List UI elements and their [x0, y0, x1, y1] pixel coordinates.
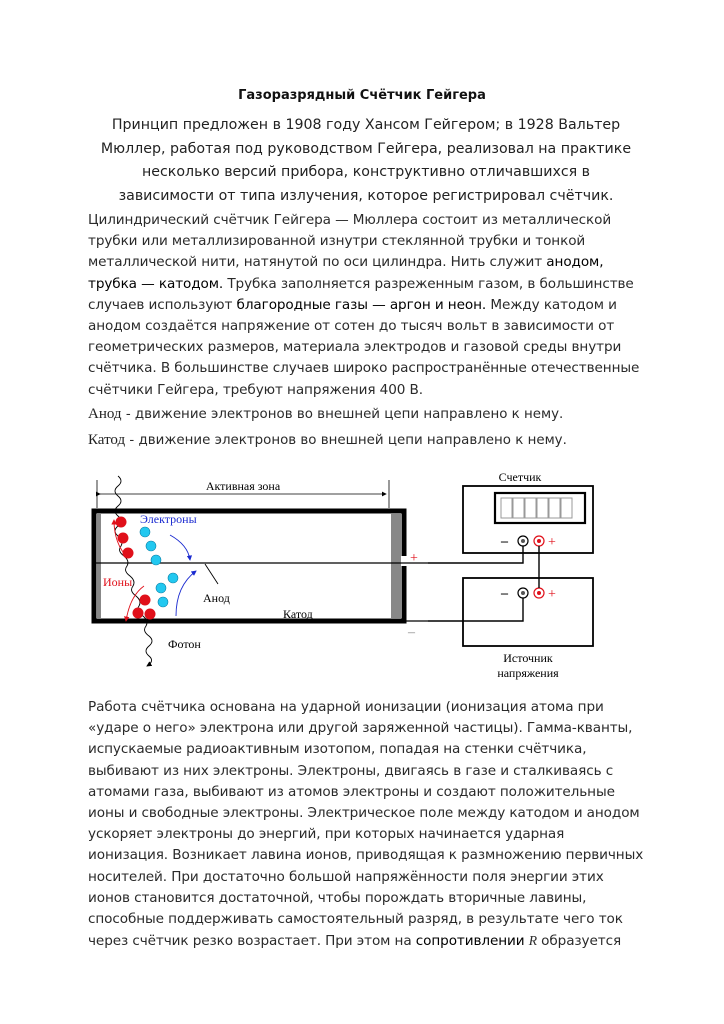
electrons-label: Электроны	[140, 512, 197, 526]
counter-plus: +	[548, 535, 556, 550]
active-zone-label: Активная зона	[205, 479, 281, 493]
resistance-symbol: R	[528, 933, 537, 949]
source-label-line2: напряжения	[497, 666, 559, 680]
paragraph-text: образуется	[536, 933, 622, 950]
paragraph-text: Цилиндрический счётчик Гейгера — Мюллера состоит из металлической трубки или металлизированной изнутри стеклянной трубки и тонкой металлической нити, натянутой по оси цилиндра. Нить служит	[88, 212, 612, 271]
intro-paragraph: Принцип предложен в 1908 году Хансом Гейгером; в 1928 Вальтер Мюллер, работая под руководством Гейгера, реализовал на практике несколько версий прибора, конструктивно отличавшихся в зависимости от типа излучения, которое регистрировал счётчик.	[100, 117, 632, 204]
geiger-counter-diagram	[88, 468, 608, 683]
minus-terminal-label: –	[408, 625, 415, 640]
paragraph-text: Работа счётчика основана на ударной ионизации (ионизация атома при «ударе о него» электрона или другой заряженной частицы). Гамма-кванты, испускаемые радиоактивным изотопом, попадая на стенки счётчика, выбивают из них электроны. Электроны, двигаясь в газе и сталкиваясь с атомами газа, выбивают из атомов электроны и создают положительные ионы и свободные электроны. Электрическое поле между катодом и анодом ускоряет электроны до энергий, при которых начинается ударная ионизация. Возникает лавина ионов, приводящая к размножению первичных носителей. При достаточно большой напряжённости поля энергии этих ионов становится достаточной, чтобы порождать вторичные лавины, способные поддерживать самостоятельный разряд, в результате чего ток через счётчик резко возрастает. При этом на	[88, 699, 644, 950]
definition-text: - движение электронов во внешней цепи направлено к нему.	[125, 433, 567, 448]
highlight-anode-cathode: анодом, трубка — катодом.	[88, 254, 604, 292]
counter-minus: –	[501, 534, 508, 549]
anode-label: Анод	[203, 591, 230, 605]
highlight-resistance: сопротивлении	[415, 933, 525, 950]
definition-anode	[88, 406, 563, 423]
source-plus: +	[548, 587, 556, 602]
definition-cathode	[88, 432, 567, 449]
paragraph-text: Трубка заполняется разреженным газом, в большинстве случаев используют	[88, 275, 634, 313]
source-minus: –	[501, 586, 508, 601]
cathode-label: Катод	[283, 607, 313, 621]
definition-text: - движение электронов во внешней цепи направлено к нему.	[121, 407, 564, 422]
paragraph-operation	[88, 697, 648, 952]
voltage-source	[463, 578, 593, 680]
source-label-line1: Источник	[503, 651, 553, 665]
definition-term: Катод	[88, 432, 126, 448]
ions-label: Ионы	[103, 575, 133, 589]
plus-terminal-label: +	[410, 551, 418, 566]
counter-label: Счетчик	[498, 470, 542, 484]
definition-term: Анод	[88, 406, 122, 422]
document-title: Газоразрядный Счётчик Гейгера	[238, 88, 486, 103]
paragraph-structure	[88, 210, 648, 401]
active-zone-dimension	[97, 479, 389, 508]
counter-device	[463, 470, 593, 553]
paragraph-text: Между катодом и анодом создаётся напряжение от сотен до тысяч вольт в зависимости от геометрических размеров, материала электродов и газовой среды внутри счётчика. В большинстве случаев широко распространённые отечественные счётчики Гейгера, требуют напряжения 400 В.	[88, 296, 640, 398]
highlight-noble-gases: благородные газы — аргон и неон.	[236, 296, 487, 313]
photon-label: Фотон	[168, 637, 201, 651]
